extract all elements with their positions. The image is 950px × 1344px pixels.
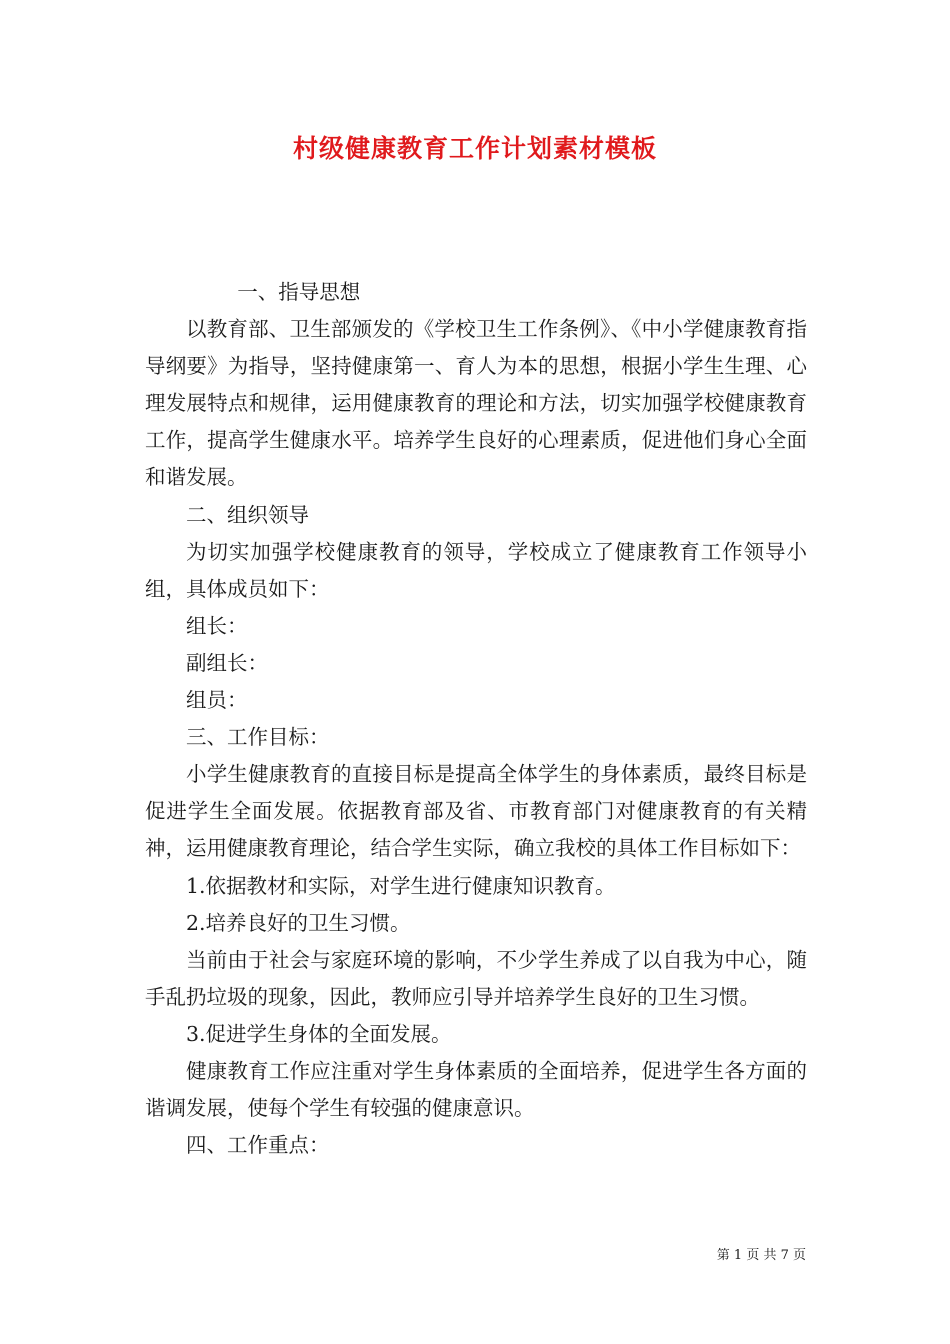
list-item: 1.依据教材和实际，对学生进行健康知识教育。 bbox=[186, 873, 616, 898]
paragraph: 小学生健康教育的直接目标是提高全体学生的身体素质，最终目标是促进学生全面发展。依据教育部及省、市教育部门对健康教育的有关精神，运用健康教育理论，结合学生实际，确立我校的具体工作目标如下： bbox=[145, 762, 807, 861]
section-heading-key-work: 四、工作重点： bbox=[186, 1133, 330, 1158]
page-number-footer: 第 1 页 共 7 页 bbox=[716, 1248, 806, 1263]
document-body bbox=[145, 274, 807, 1164]
paragraph: 当前由于社会与家庭环境的影响，不少学生养成了以自我为中心，随手乱扔垃圾的现象，因此，教师应引导并培养学生良好的卫生习惯。 bbox=[145, 947, 807, 1009]
paragraph: 为切实加强学校健康教育的领导，学校成立了健康教育工作领导小组，具体成员如下： bbox=[145, 539, 807, 601]
paragraph: 健康教育工作应注重对学生身体素质的全面培养，促进学生各方面的谐调发展，使每个学生有较强的健康意识。 bbox=[145, 1058, 807, 1121]
list-item: 2.培养良好的卫生习惯。 bbox=[186, 910, 411, 935]
section-heading-goals: 三、工作目标： bbox=[186, 725, 330, 750]
paragraph: 以教育部、卫生部颁发的《学校卫生工作条例》、《中小学健康教育指导纲要》为指导，坚持健康第一、育人为本的思想，根据小学生生理、心理发展特点和规律，运用健康教育的理论和方法，切实加强学校健康教育工作，提高学生健康水平。培养学生良好的心理素质，促进他们身心全面和谐发展。 bbox=[145, 317, 807, 490]
member-line-deputy: 副组长： bbox=[186, 650, 268, 675]
member-line-members: 组员： bbox=[186, 688, 248, 713]
member-line-leader: 组长： bbox=[186, 613, 248, 638]
section-heading-guiding-ideology: 一、指导思想 bbox=[237, 280, 361, 304]
list-item: 3.促进学生身体的全面发展。 bbox=[186, 1021, 452, 1046]
section-heading-organization: 二、组织领导 bbox=[186, 502, 309, 527]
document-title: 村级健康教育工作计划素材模板 bbox=[292, 134, 657, 163]
